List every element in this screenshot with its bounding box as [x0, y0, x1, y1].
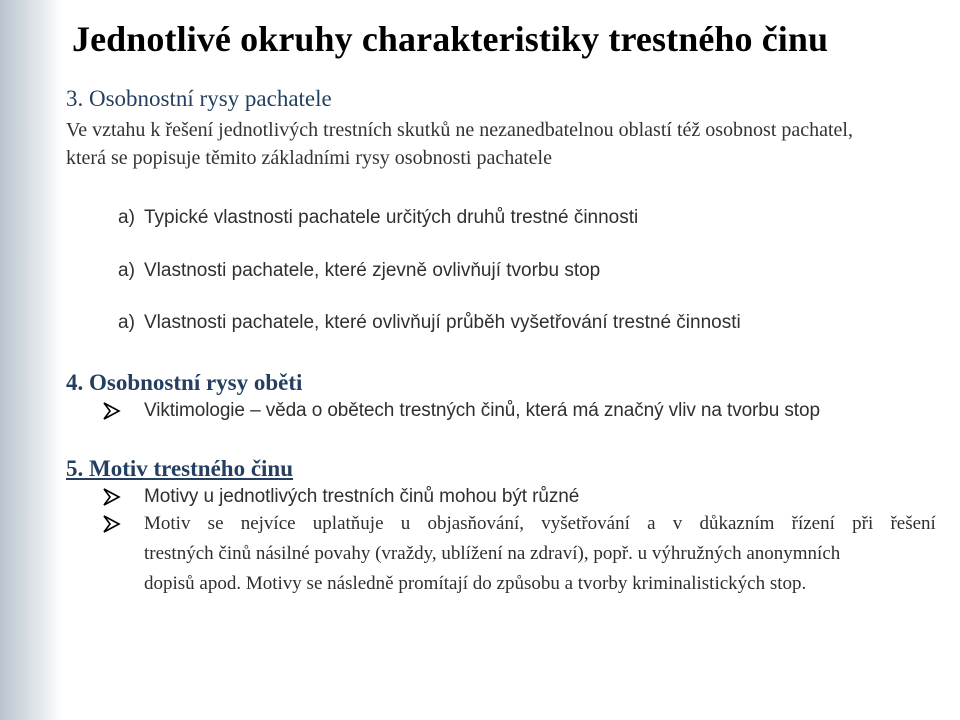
section-5-bullet-2-line-2: trestných činů násilné povahy (vraždy, ublížení na zdraví), popř. u výhružných anonymních — [144, 543, 841, 564]
justified-word: objasňování, — [427, 513, 525, 534]
section-3-intro-line-1: Ve vztahu k řešení jednotlivých trestních skutků ne nezanedbatelnou oblastí též osobnost pachatel, — [66, 119, 853, 141]
justified-word: řízení — [791, 513, 835, 534]
justified-word: řešení — [890, 513, 936, 534]
section-3-intro — [66, 116, 942, 172]
section-3-intro-line-2: která se popisuje těmito základními rysy osobnosti pachatele — [66, 147, 552, 169]
list-item-text: Vlastnosti pachatele, které zjevně ovlivňují tvorbu stop — [144, 260, 601, 281]
justified-word: v — [672, 513, 683, 534]
decorative-side-band — [0, 0, 62, 720]
list-item — [118, 260, 600, 282]
list-item — [118, 207, 638, 229]
arrowhead-bullet-icon — [102, 488, 122, 506]
list-item-text: Vlastnosti pachatele, které ovlivňují průběh vyšetřování trestné činnosti — [144, 312, 741, 333]
slide-title: Jednotlivé okruhy charakteristiky trestného činu — [72, 19, 829, 59]
justified-word: nejvíce — [240, 513, 296, 534]
list-item-marker: a) — [118, 207, 135, 228]
justified-word: důkazním — [699, 513, 775, 534]
justified-word: při — [852, 513, 874, 534]
list-item-text: Typické vlastnosti pachatele určitých druhů trestné činnosti — [144, 207, 639, 228]
justified-word: u — [400, 513, 411, 534]
section-5-bullet-2-line-1 — [144, 509, 936, 539]
list-item — [118, 312, 741, 334]
justified-word: uplatňuje — [312, 513, 384, 534]
section-4-bullet-text: Viktimologie – věda o obětech trestných činů, která má značný vliv na tvorbu stop — [144, 400, 820, 421]
section-5-bullet-1-text: Motivy u jednotlivých trestních činů mohou být různé — [144, 486, 580, 507]
justified-word: a — [647, 513, 656, 534]
list-item-marker: a) — [118, 312, 135, 333]
section-4-heading: 4. Osobnostní rysy oběti — [66, 370, 303, 395]
section-3-heading: 3. Osobnostní rysy pachatele — [66, 86, 332, 111]
section-5-heading-text: 5. Motiv trestného činu — [66, 456, 294, 481]
list-item-marker: a) — [118, 260, 135, 281]
section-5-bullet-2-paragraph — [144, 509, 936, 599]
arrowhead-bullet-icon — [102, 515, 122, 533]
justified-word: Motiv — [144, 513, 191, 534]
justified-word: se — [207, 513, 224, 534]
section-5-heading — [66, 456, 299, 482]
justified-word: vyšetřování — [541, 513, 630, 534]
section-5-bullet-2-line-3: dopisů apod. Motivy se následně promítají do způsobu a tvorby kriminalistických stop. — [144, 573, 807, 594]
arrowhead-bullet-icon — [102, 402, 122, 420]
